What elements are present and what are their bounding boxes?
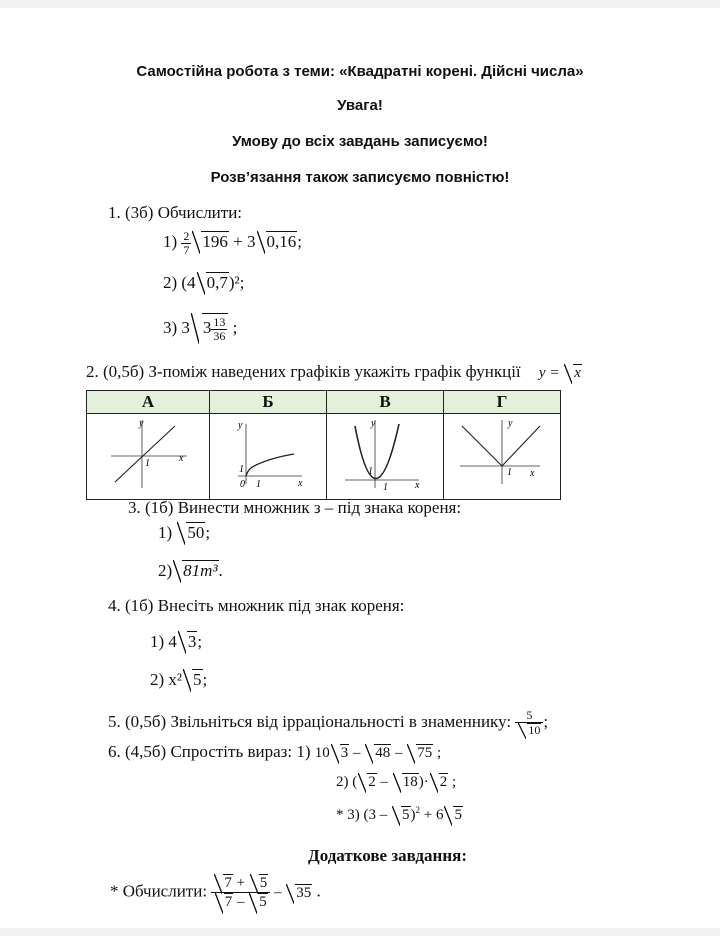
task3-item1: 1) 50; [158,523,211,542]
radical: 18 [393,773,419,791]
column-d-header[interactable]: Г [444,391,561,414]
task6-item2: 2) ( 2 – 18)· 2 ; [336,774,457,790]
graph-b-cell[interactable] [210,414,327,500]
radical: 35 [286,884,312,902]
document-page [0,8,720,928]
document-title: Самостійна робота з теми: «Квадратні корені. Дійсні числа» [136,63,584,80]
fraction: $\frac{2}{7}$ [183,229,190,257]
radical: 3 [331,744,350,762]
task4-item2: 2) x² 5; [150,670,208,689]
item-number: 1) [163,232,182,251]
task6-item3: * 3) (3 – 5)$^2$ + 6 5 [336,805,462,823]
task1-item2: 2) (4 0,7)²; [163,273,245,292]
radical: 7 [215,893,234,911]
function-formula: y = x [538,365,581,381]
column-b-header[interactable]: Б [210,391,327,414]
fraction: $\frac{13}{36}$ [213,315,226,343]
graph-c-parabola [327,414,443,494]
svg-text:1: 1 [239,464,244,475]
radical: 50 [177,522,205,543]
radical: 7 [214,874,233,892]
task5-line: 5. (0,5б) Звільніться від ірраціональності в знаменнику: $\frac{5}{10}$ ; [108,708,549,737]
graphs-plots-row [87,414,561,500]
task1-item3: 3) 3 3 $\frac{13}{36}$ ; [163,315,238,343]
task3-label: 3. (1б) Винести множник з – під знака кореня: [128,498,462,517]
graph-a-cell[interactable] [87,414,210,500]
svg-text:y: y [238,420,243,431]
svg-text:x: x [530,468,535,479]
fraction: $\frac{7 + 5}{7 - 5}$ [211,874,270,912]
svg-text:y: y [139,418,144,429]
svg-text:1: 1 [507,467,512,478]
svg-text:x: x [298,478,303,489]
radical: 196 [192,231,229,252]
svg-text:y: y [371,418,376,429]
radical: 2 [358,773,377,791]
graphs-table [86,390,561,500]
graph-a-linear [87,414,209,494]
task4-item1: 1) 4 3; [150,632,203,651]
graph-b-sqrt [210,414,326,494]
radical: 5 [444,806,463,824]
svg-text:x: x [415,480,420,491]
radical: 3 $\frac{13}{36}$ [191,313,229,342]
task6-item1: 6. (4,5б) Спростіть вираз: 1) 10 3 – 48 – 75 ; [108,742,442,761]
radical: 5 [183,669,203,690]
radical: x [564,364,582,382]
graphs-header-row [87,391,561,414]
graph-c-cell[interactable] [327,414,444,500]
radical: 48 [365,744,391,762]
task1-label: 1. (3б) Обчислити: [108,203,243,222]
radical: 5 [250,874,269,892]
column-a-header[interactable]: А [87,391,210,414]
radical: 75 [407,744,433,762]
task2-label: 2. (0,5б) З-поміж наведених графіків укажіть графік функції y = x [86,362,581,381]
graph-d-cell[interactable] [444,414,561,500]
svg-text:1: 1 [256,479,261,490]
task3-item2: 2) 81m³. [158,561,223,580]
fraction: $\frac{5}{10}$ [515,709,543,737]
note-conditions: Умову до всіх завдань записуємо! [232,133,488,150]
graph-d-absolute [444,414,560,494]
radical: 0,16 [257,231,298,252]
attention-heading: Увага! [337,97,383,114]
svg-text:1: 1 [383,482,388,493]
svg-text:x: x [179,453,184,464]
radical: 5 [249,893,268,911]
radical: 0,7 [197,272,229,293]
extra-task-title: Додаткове завдання: [308,846,467,865]
extra-task-line: * Обчислити: $\frac{7 + 5}{7 - 5}$ – 35 . [110,875,321,911]
svg-text:1: 1 [145,458,150,469]
column-c-header[interactable]: В [327,391,444,414]
radical: 3 [178,631,198,652]
note-solutions: Розв’язання також записуємо повністю! [210,169,510,186]
radical: 5 [392,806,411,824]
task4-label: 4. (1б) Внесіть множник під знак кореня: [108,596,405,615]
radical: 2 [430,773,449,791]
radical: 81m³ [173,560,218,581]
task1-item1: 1) $\frac{2}{7}$ 196 + 3 0,16; [163,229,302,257]
svg-text:0: 0 [240,479,245,490]
svg-text:y: y [508,418,513,429]
svg-text:1: 1 [368,466,373,477]
radical: 10 [518,723,541,738]
